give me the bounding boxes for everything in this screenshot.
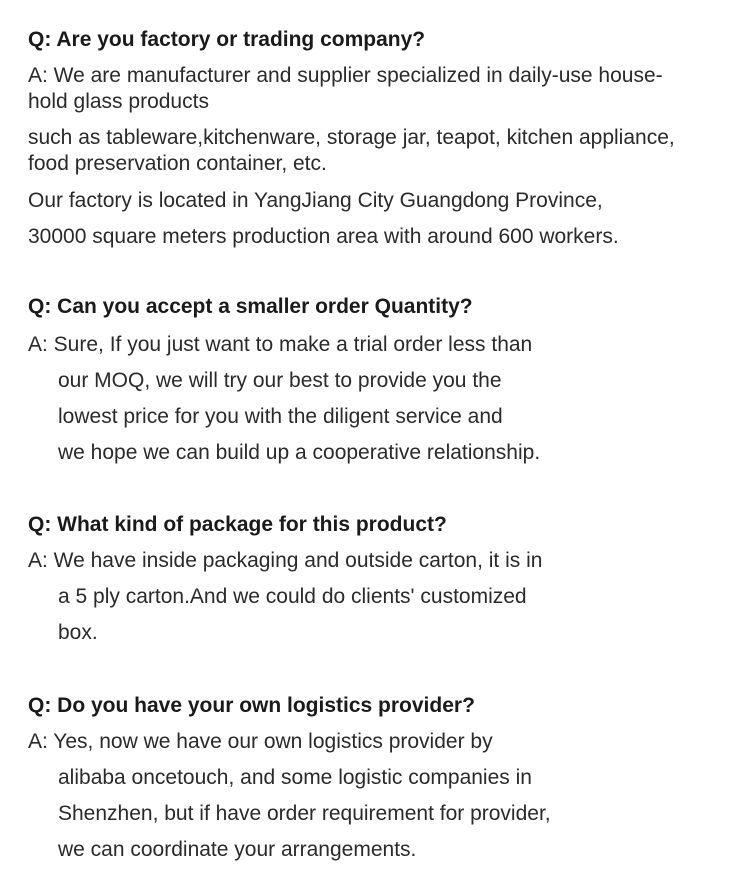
faq-answer-1-line-6: 30000 square meters production area with around 600 workers. (28, 225, 619, 248)
faq-answer-1-line-4: food preservation container, etc. (28, 152, 327, 175)
faq-answer-4-line-4: we can coordinate your arrangements. (58, 838, 417, 861)
faq-answer-2-line-3: lowest price for you with the diligent service and (58, 405, 503, 428)
faq-answer-4-line-2: alibaba oncetouch, and some logistic companies in (58, 766, 532, 789)
faq-question-2: Q: Can you accept a smaller order Quantity? (28, 295, 473, 318)
faq-answer-1-line-5: Our factory is located in YangJiang City Guangdong Province, (28, 189, 603, 212)
faq-answer-3-line-1: A: We have inside packaging and outside carton, it is in (28, 549, 543, 572)
faq-question-3: Q: What kind of package for this product? (28, 513, 447, 536)
faq-answer-4-line-3: Shenzhen, but if have order requirement for provider, (58, 802, 551, 825)
faq-answer-3-line-2: a 5 ply carton.And we could do clients' customized (58, 585, 527, 608)
faq-question-4: Q: Do you have your own logistics provider? (28, 694, 475, 717)
faq-answer-4-line-1: A: Yes, now we have our own logistics provider by (28, 730, 493, 753)
faq-answer-2-line-2: our MOQ, we will try our best to provide you the (58, 369, 502, 392)
faq-answer-3-line-3: box. (58, 621, 98, 644)
faq-answer-2-line-4: we hope we can build up a cooperative relationship. (58, 441, 541, 464)
faq-answer-1-line-2: hold glass products (28, 90, 209, 113)
faq-answer-2-line-1: A: Sure, If you just want to make a trial order less than (28, 333, 533, 356)
faq-answer-1-line-3: such as tableware,kitchenware, storage jar, teapot, kitchen appliance, (28, 126, 675, 149)
faq-question-1: Q: Are you factory or trading company? (28, 28, 426, 51)
faq-answer-1-line-1: A: We are manufacturer and supplier specialized in daily-use house- (28, 64, 663, 87)
